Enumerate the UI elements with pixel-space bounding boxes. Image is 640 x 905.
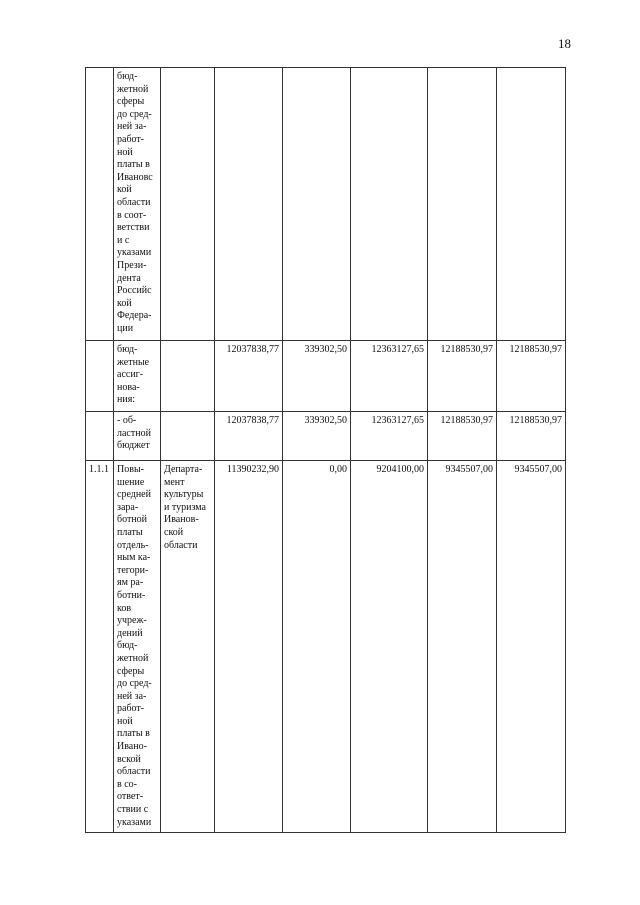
row-executor xyxy=(161,341,215,412)
row-value: 12037838,77 xyxy=(215,341,283,412)
row-code xyxy=(86,412,114,461)
row-name: - об- ластной бюджет xyxy=(114,412,161,461)
row-value: 12188530,97 xyxy=(497,341,566,412)
row-value xyxy=(351,68,428,341)
row-value xyxy=(283,68,351,341)
row-executor: Департа- мент культуры и туризма Иванов- ской области xyxy=(161,461,215,833)
row-value xyxy=(497,68,566,341)
row-code xyxy=(86,341,114,412)
row-value: 339302,50 xyxy=(283,412,351,461)
row-value: 9345507,00 xyxy=(497,461,566,833)
row-value: 12037838,77 xyxy=(215,412,283,461)
table-row xyxy=(86,412,566,461)
row-value: 9345507,00 xyxy=(428,461,497,833)
row-value: 12363127,65 xyxy=(351,412,428,461)
row-code xyxy=(86,68,114,341)
row-executor xyxy=(161,412,215,461)
row-name: бюд- жетные ассиг- нова- ния: xyxy=(114,341,161,412)
row-executor xyxy=(161,68,215,341)
table-row xyxy=(86,341,566,412)
row-value: 9204100,00 xyxy=(351,461,428,833)
page-number: 18 xyxy=(558,36,571,51)
row-value: 0,00 xyxy=(283,461,351,833)
row-name: Повы- шение средней зара- ботной платы отдель- ным ка- тегори- ям ра- ботни- ков учреж- дений бюд- жетной сферы до сред- ней за- работ- ной платы в Ивано- вской области в со- ответ- ствии с указами xyxy=(114,461,161,833)
row-value: 11390232,90 xyxy=(215,461,283,833)
budget-table xyxy=(85,67,566,833)
row-code: 1.1.1 xyxy=(86,461,114,833)
row-value xyxy=(215,68,283,341)
table-row xyxy=(86,68,566,341)
row-name: бюд- жетной сферы до сред- ней за- работ- ной платы в Ивановс кой области в соот- ветстви и с указами Прези- дента Российс кой Федера- ции xyxy=(114,68,161,341)
table-row xyxy=(86,461,566,833)
row-value: 339302,50 xyxy=(283,341,351,412)
row-value: 12188530,97 xyxy=(428,341,497,412)
row-value: 12188530,97 xyxy=(428,412,497,461)
row-value: 12188530,97 xyxy=(497,412,566,461)
row-value: 12363127,65 xyxy=(351,341,428,412)
row-value xyxy=(428,68,497,341)
